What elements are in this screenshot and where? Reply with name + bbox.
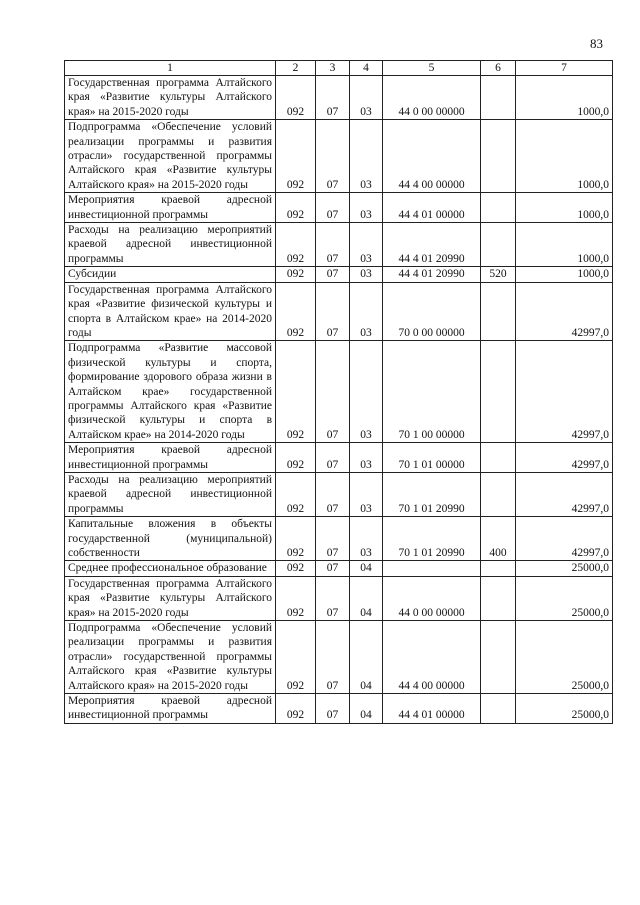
cell-col5: 44 4 01 20990 <box>383 267 481 282</box>
cell-col3: 07 <box>316 472 350 516</box>
table-row <box>65 267 613 282</box>
row-name: Государственная программа Алтайского края «Развитие культуры Алтайского края» на 2015-2020 годы <box>65 76 276 120</box>
cell-col6 <box>481 193 516 223</box>
row-name: Капитальные вложения в объекты государственной (муниципальной) собственности <box>65 517 276 561</box>
header-cell: 6 <box>481 61 516 76</box>
cell-col7: 25000,0 <box>516 694 613 724</box>
table-row <box>65 443 613 473</box>
cell-col4: 03 <box>350 267 383 282</box>
cell-col7: 42997,0 <box>516 282 613 341</box>
cell-col4: 04 <box>350 621 383 694</box>
table-row <box>65 621 613 694</box>
cell-col7: 25000,0 <box>516 576 613 620</box>
header-cell: 7 <box>516 61 613 76</box>
cell-col5 <box>383 561 481 576</box>
header-cell: 5 <box>383 61 481 76</box>
cell-col3: 07 <box>316 621 350 694</box>
row-name: Государственная программа Алтайского края «Развитие культуры Алтайского края» на 2015-2020 годы <box>65 576 276 620</box>
cell-col6 <box>481 621 516 694</box>
cell-col7: 1000,0 <box>516 193 613 223</box>
cell-col2: 092 <box>276 517 316 561</box>
cell-col6 <box>481 223 516 267</box>
cell-col7: 1000,0 <box>516 120 613 193</box>
cell-col5: 70 1 01 20990 <box>383 517 481 561</box>
cell-col4: 03 <box>350 472 383 516</box>
cell-col5: 44 4 00 00000 <box>383 120 481 193</box>
row-name: Подпрограмма «Развитие массовой физической культуры и спорта, формирование здорового образа жизни в Алтайском крае» государственной программы Алтайского края «Развитие физической культуры и спорта в Алтайском крае» на 2014-2020 годы <box>65 341 276 443</box>
page-number: 83 <box>590 36 603 51</box>
cell-col6 <box>481 472 516 516</box>
cell-col7: 25000,0 <box>516 561 613 576</box>
cell-col3: 07 <box>316 443 350 473</box>
table-row <box>65 193 613 223</box>
table-row <box>65 76 613 120</box>
table-row <box>65 576 613 620</box>
table-row <box>65 517 613 561</box>
cell-col2: 092 <box>276 120 316 193</box>
cell-col5: 44 4 01 00000 <box>383 694 481 724</box>
cell-col3: 07 <box>316 193 350 223</box>
cell-col5: 44 4 00 00000 <box>383 621 481 694</box>
cell-col2: 092 <box>276 472 316 516</box>
cell-col7: 42997,0 <box>516 341 613 443</box>
cell-col4: 04 <box>350 576 383 620</box>
cell-col5: 44 4 01 00000 <box>383 193 481 223</box>
cell-col7: 42997,0 <box>516 472 613 516</box>
header-cell: 2 <box>276 61 316 76</box>
row-name: Мероприятия краевой адресной инвестиционной программы <box>65 443 276 473</box>
row-name: Подпрограмма «Обеспечение условий реализации программы и развития отрасли» государственной программы Алтайского края «Развитие культуры Алтайского края» на 2015-2020 годы <box>65 120 276 193</box>
cell-col3: 07 <box>316 561 350 576</box>
cell-col4: 03 <box>350 223 383 267</box>
cell-col7: 42997,0 <box>516 443 613 473</box>
row-name: Расходы на реализацию мероприятий краевой адресной инвестиционной программы <box>65 472 276 516</box>
table-header-row <box>65 61 613 76</box>
cell-col6 <box>481 576 516 620</box>
cell-col6 <box>481 561 516 576</box>
cell-col3: 07 <box>316 341 350 443</box>
cell-col4: 03 <box>350 193 383 223</box>
row-name: Субсидии <box>65 267 276 282</box>
cell-col7: 1000,0 <box>516 76 613 120</box>
row-name: Расходы на реализацию мероприятий краевой адресной инвестиционной программы <box>65 223 276 267</box>
cell-col2: 092 <box>276 443 316 473</box>
cell-col6 <box>481 120 516 193</box>
table-row <box>65 341 613 443</box>
cell-col6: 400 <box>481 517 516 561</box>
header-cell: 1 <box>65 61 276 76</box>
cell-col3: 07 <box>316 694 350 724</box>
header-cell: 4 <box>350 61 383 76</box>
cell-col3: 07 <box>316 120 350 193</box>
cell-col2: 092 <box>276 223 316 267</box>
row-name: Мероприятия краевой адресной инвестиционной программы <box>65 694 276 724</box>
cell-col4: 03 <box>350 282 383 341</box>
cell-col5: 70 1 01 20990 <box>383 472 481 516</box>
cell-col2: 092 <box>276 282 316 341</box>
table-row <box>65 694 613 724</box>
cell-col4: 03 <box>350 76 383 120</box>
cell-col7: 1000,0 <box>516 267 613 282</box>
cell-col3: 07 <box>316 576 350 620</box>
cell-col2: 092 <box>276 621 316 694</box>
cell-col4: 04 <box>350 694 383 724</box>
row-name: Мероприятия краевой адресной инвестиционной программы <box>65 193 276 223</box>
cell-col6 <box>481 694 516 724</box>
cell-col2: 092 <box>276 694 316 724</box>
cell-col7: 42997,0 <box>516 517 613 561</box>
cell-col3: 07 <box>316 223 350 267</box>
table-row <box>65 120 613 193</box>
cell-col5: 44 0 00 00000 <box>383 76 481 120</box>
cell-col6 <box>481 443 516 473</box>
cell-col6 <box>481 282 516 341</box>
cell-col2: 092 <box>276 267 316 282</box>
table-row <box>65 223 613 267</box>
cell-col2: 092 <box>276 576 316 620</box>
row-name: Среднее профессиональное образование <box>65 561 276 576</box>
cell-col5: 70 1 01 00000 <box>383 443 481 473</box>
cell-col4: 03 <box>350 341 383 443</box>
table-row <box>65 561 613 576</box>
cell-col6 <box>481 341 516 443</box>
cell-col2: 092 <box>276 341 316 443</box>
cell-col6 <box>481 76 516 120</box>
header-cell: 3 <box>316 61 350 76</box>
row-name: Подпрограмма «Обеспечение условий реализации программы и развития отрасли» государственной программы Алтайского края «Развитие культуры Алтайского края» на 2015-2020 годы <box>65 621 276 694</box>
cell-col6: 520 <box>481 267 516 282</box>
cell-col5: 44 0 00 00000 <box>383 576 481 620</box>
cell-col3: 07 <box>316 282 350 341</box>
cell-col5: 44 4 01 20990 <box>383 223 481 267</box>
cell-col7: 25000,0 <box>516 621 613 694</box>
cell-col3: 07 <box>316 517 350 561</box>
cell-col2: 092 <box>276 561 316 576</box>
cell-col3: 07 <box>316 76 350 120</box>
cell-col5: 70 1 00 00000 <box>383 341 481 443</box>
cell-col2: 092 <box>276 76 316 120</box>
cell-col4: 04 <box>350 561 383 576</box>
cell-col4: 03 <box>350 443 383 473</box>
table-row <box>65 282 613 341</box>
cell-col3: 07 <box>316 267 350 282</box>
cell-col2: 092 <box>276 193 316 223</box>
budget-table <box>64 60 613 724</box>
table-row <box>65 472 613 516</box>
cell-col7: 1000,0 <box>516 223 613 267</box>
cell-col4: 03 <box>350 120 383 193</box>
cell-col5: 70 0 00 00000 <box>383 282 481 341</box>
cell-col4: 03 <box>350 517 383 561</box>
row-name: Государственная программа Алтайского края «Развитие физической культуры и спорта в Алтайском крае» на 2014-2020 годы <box>65 282 276 341</box>
